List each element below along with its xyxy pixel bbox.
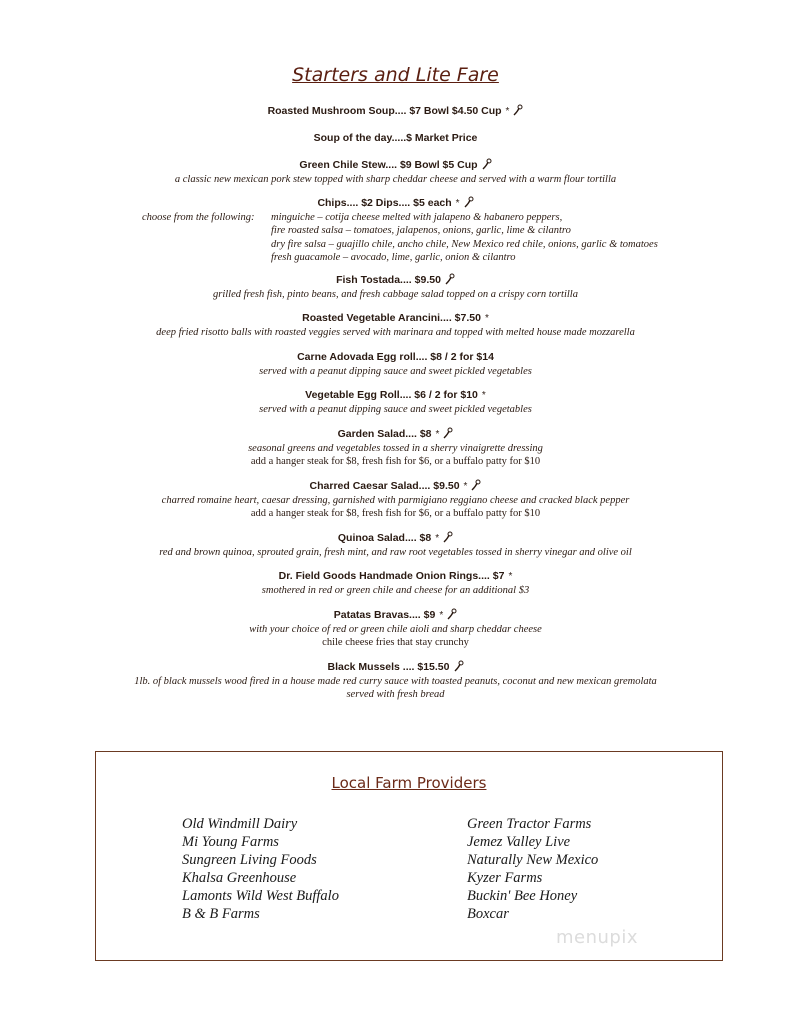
item-description: served with a peanut dipping sauce and sweet pickled vegetables xyxy=(259,404,532,415)
item-name-text: Dr. Field Goods Handmade Onion Rings.... $7 xyxy=(278,570,505,582)
item-name xyxy=(0,479,791,494)
chile-pepper-icon xyxy=(511,104,523,116)
item-name-text: Fish Tostada.... $9.50 xyxy=(336,273,441,286)
providers-title: Local Farm Providers xyxy=(331,774,487,792)
provider-name: Old Windmill Dairy xyxy=(182,816,298,832)
provider-name: Lamonts Wild West Buffalo xyxy=(182,888,339,904)
item-description: deep fried risotto balls with roasted veggies served with marinara and topped with melted house made mozzarella xyxy=(156,327,635,338)
menu-item xyxy=(0,479,791,521)
item-name-text: Vegetable Egg Roll.... $6 / 2 for $10 xyxy=(305,389,478,401)
provider-name: Khalsa Greenhouse xyxy=(182,870,297,886)
menu-item xyxy=(0,569,791,598)
item-description: a classic new mexican pork stew topped with sharp cheddar cheese and served with a warm flour tortilla xyxy=(174,174,617,185)
item-name-text: Roasted Mushroom Soup.... $7 Bowl $4.50 Cup xyxy=(267,105,502,117)
item-addon: add a hanger steak for $8, fresh fish for $6, or a buffalo patty for $10 xyxy=(250,508,541,519)
chile-pepper-icon xyxy=(443,273,455,285)
menu-item xyxy=(0,608,791,650)
dip-options-lead: choose from the following: xyxy=(142,211,255,223)
menu-item xyxy=(0,660,791,702)
menu-item xyxy=(0,350,791,379)
dip-option: minguiche – cotija cheese melted with jalapeno & habanero peppers, xyxy=(271,211,563,223)
item-name-text: Roasted Vegetable Arancini.... $7.50 xyxy=(302,312,481,324)
vegetarian-mark: * xyxy=(435,428,440,440)
item-description: charred romaine heart, caesar dressing, garnished with parmigiano reggiano cheese and cracked black pepper xyxy=(161,494,630,506)
item-name-text: Green Chile Stew.... $9 Bowl $5 Cup xyxy=(299,159,478,171)
provider-name: Buckin' Bee Honey xyxy=(467,888,578,904)
item-name xyxy=(0,104,791,119)
providers-right-column xyxy=(467,815,598,923)
menu-item xyxy=(0,388,791,417)
page-title: Starters and Lite Fare xyxy=(292,64,499,86)
item-name xyxy=(0,660,791,675)
dip-option: fresh guacamole – avocado, lime, garlic, onion & cilantro xyxy=(271,252,516,263)
item-name-text: Quinoa Salad.... $8 xyxy=(337,531,432,544)
item-description: chile cheese fries that stay crunchy xyxy=(322,637,469,648)
item-name xyxy=(0,569,791,584)
vegetarian-mark: * xyxy=(435,532,440,544)
item-name xyxy=(0,273,791,288)
provider-name: Green Tractor Farms xyxy=(467,816,592,832)
menu-item xyxy=(0,311,791,340)
provider-name: Boxcar xyxy=(467,906,509,922)
chile-pepper-icon xyxy=(452,660,464,672)
chile-pepper-icon xyxy=(441,531,453,543)
dip-option: fire roasted salsa – tomatoes, jalapenos, onions, garlic, lime & cilantro xyxy=(271,225,571,236)
item-name xyxy=(0,196,791,211)
provider-name: Jemez Valley Live xyxy=(467,834,571,850)
menu-item xyxy=(0,104,791,119)
menu-items xyxy=(0,104,791,714)
providers-left-column xyxy=(182,815,339,923)
item-description: grilled fresh fish, pinto beans, and fresh cabbage salad topped on a crispy corn tortilla xyxy=(213,288,578,300)
menu-item xyxy=(0,531,791,560)
item-description: red and brown quinoa, sprouted grain, fresh mint, and raw root vegetables tossed in sherry vinegar and olive oil xyxy=(159,546,632,558)
item-name xyxy=(0,158,791,173)
chile-pepper-icon xyxy=(469,479,481,491)
menu-item xyxy=(0,196,791,267)
item-description: served with a peanut dipping sauce and sweet pickled vegetables xyxy=(259,365,532,377)
item-name xyxy=(0,531,791,546)
provider-name: Sungreen Living Foods xyxy=(182,852,317,868)
item-name xyxy=(0,388,791,403)
chile-pepper-icon xyxy=(480,158,492,170)
chile-pepper-icon xyxy=(462,196,474,208)
item-name xyxy=(0,131,791,146)
item-description: smothered in red or green chile and cheese for an additional $3 xyxy=(261,585,530,596)
item-name xyxy=(0,350,791,365)
vegetarian-mark: * xyxy=(439,609,444,621)
dip-option: dry fire salsa – guajillo chile, ancho chile, New Mexico red chile, onions, garlic & tomatoes xyxy=(271,238,658,250)
menupix-watermark: menupix xyxy=(556,927,639,948)
chile-pepper-icon xyxy=(441,427,453,439)
item-name-text: Black Mussels .... $15.50 xyxy=(327,660,450,673)
item-name-text: Chips.... $2 Dips.... $5 each xyxy=(317,196,452,209)
chile-pepper-icon xyxy=(445,608,457,620)
item-name-text: Charred Caesar Salad.... $9.50 xyxy=(309,479,460,492)
vegetarian-mark: * xyxy=(484,313,489,324)
item-name-text: Patatas Bravas.... $9 xyxy=(333,608,436,621)
vegetarian-mark: * xyxy=(455,197,460,209)
provider-name: Kyzer Farms xyxy=(467,870,543,886)
menu-item xyxy=(0,427,791,469)
menu-item xyxy=(0,273,791,302)
item-name xyxy=(0,427,791,442)
dip-options xyxy=(0,211,791,267)
vegetarian-mark: * xyxy=(481,390,486,401)
item-name-text: Carne Adovada Egg roll.... $8 / 2 for $14 xyxy=(297,350,494,363)
menu-item xyxy=(0,158,791,187)
vegetarian-mark: * xyxy=(463,480,468,492)
vegetarian-mark: * xyxy=(508,571,513,582)
provider-name: B & B Farms xyxy=(182,906,260,922)
item-name xyxy=(0,311,791,326)
item-name-text: Garden Salad.... $8 xyxy=(337,427,432,440)
provider-name: Mi Young Farms xyxy=(182,834,279,850)
item-addon: add a hanger steak for $8, fresh fish for $6, or a buffalo patty for $10 xyxy=(250,456,541,467)
item-description: 1lb. of black mussels wood fired in a house made red curry sauce with toasted peanuts, coconut and new mexican gremolata xyxy=(134,675,657,687)
provider-name: Naturally New Mexico xyxy=(467,852,599,868)
item-description: seasonal greens and vegetables tossed in a sherry vinaigrette dressing xyxy=(248,442,543,454)
item-name xyxy=(0,608,791,623)
menu-item xyxy=(0,131,791,146)
vegetarian-mark: * xyxy=(505,106,510,117)
item-description: with your choice of red or green chile aioli and sharp cheddar cheese xyxy=(249,623,542,635)
item-name-text: Soup of the day.....$ Market Price xyxy=(313,132,478,144)
item-description: served with fresh bread xyxy=(346,689,445,700)
